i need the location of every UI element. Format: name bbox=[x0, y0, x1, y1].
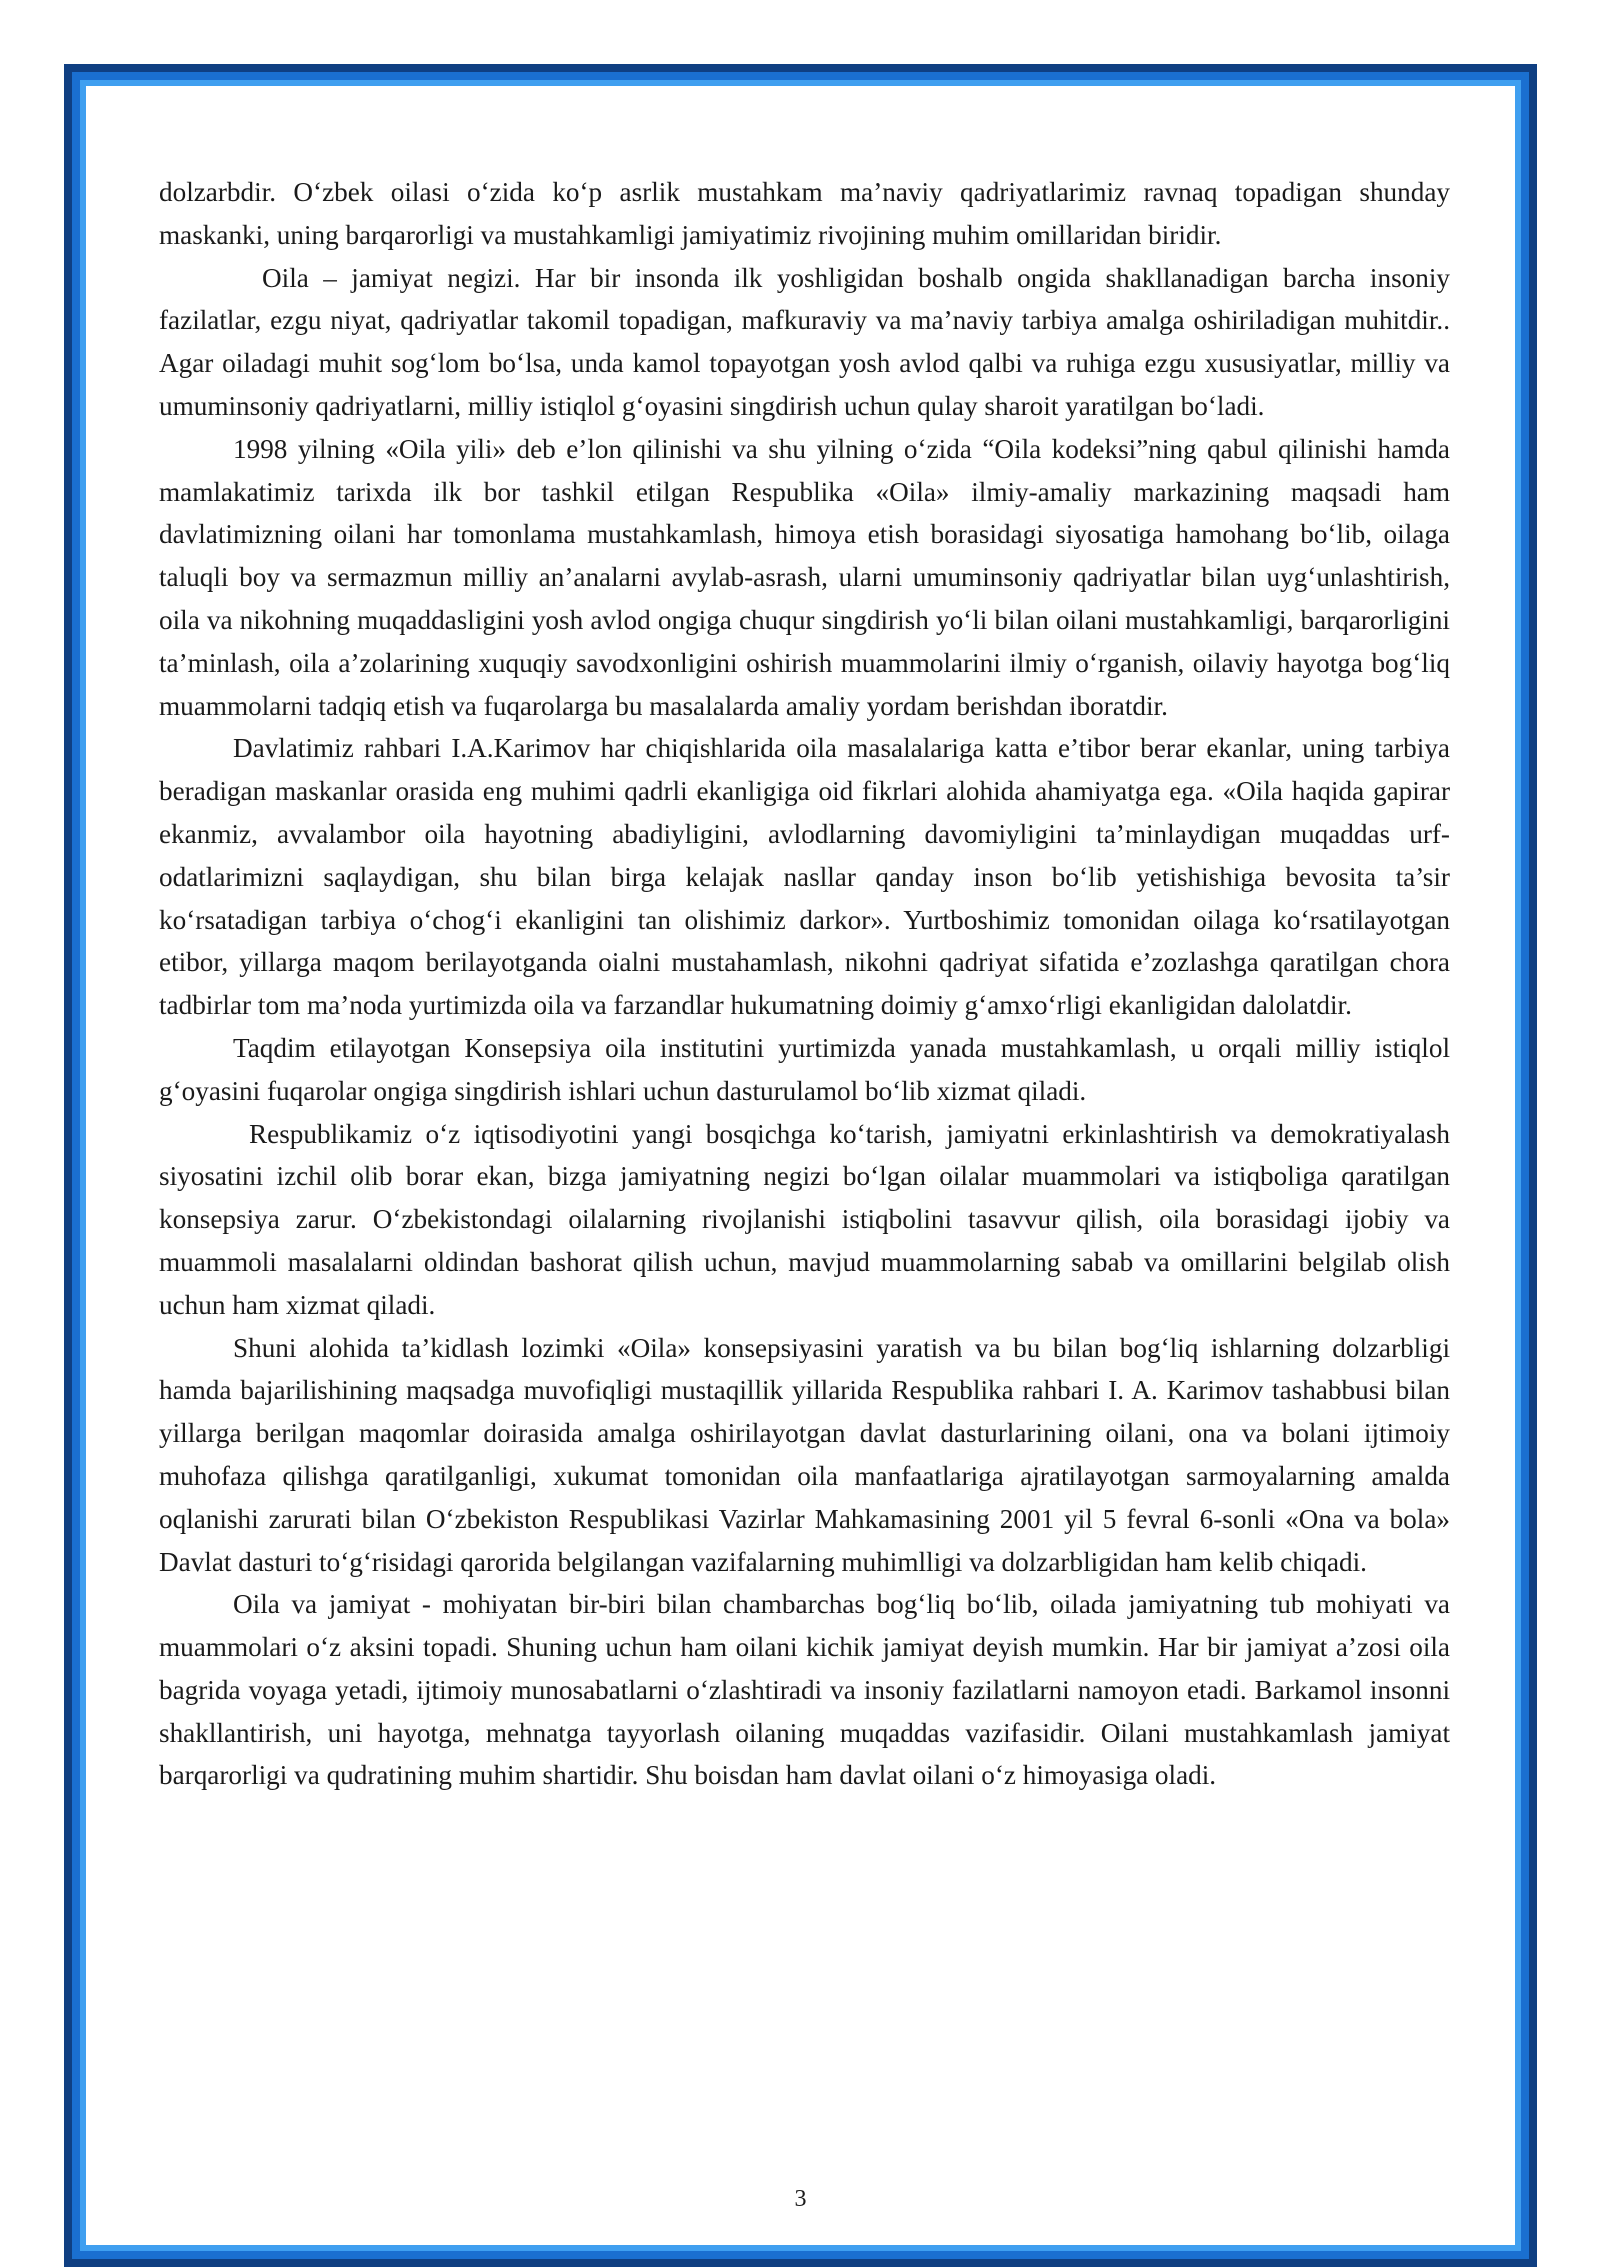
paragraph-6: Respublikamiz o‘z iqtisodiyotini yangi bosqichga ko‘tarish, jamiyatni erkinlashtirish va demokratiyalash siyosatini izchil olib borar ekan, bizga jamiyatning negizi bo‘lgan oilalar muammolari va istiqboliga qaratilgan konsepsiya zarur. O‘zbekistondagi oilalarning rivojlanishi istiqbolini tasavvur qilish, oila borasidagi ijobiy va muammoli masalalarni oldindan bashorat qilish uchun, mavjud muammolarning sabab va omillarini belgilab olish uchun ham xizmat qiladi. bbox=[159, 1118, 1450, 1320]
document-page bbox=[86, 86, 1515, 2245]
paragraph-1: dolzarbdir. O‘zbek oilasi o‘zida ko‘p asrlik mustahkam ma’naviy qadriyatlarimiz ravnaq topadigan shunday maskanki, uning barqarorligi va mustahkamligi jamiyatimiz rivojining muhim omillaridan biridir. bbox=[159, 177, 1450, 250]
page-number: 3 bbox=[794, 2186, 807, 2212]
paragraph-7: Shuni alohida ta’kidlash lozimki «Oila» konsepsiyasini yaratish va bu bilan bog‘liq ishlarning dolzarbligi hamda bajarilishining maqsadga muvofiqligi mustaqillik yillarida Respublika rahbari I. A. Karimov tashabbusi bilan yillarga berilgan maqomlar doirasida amalga oshirilayotgan davlat dasturlarining oilani, ona va bolani ijtimoiy muhofaza qilishga qaratilganligi, xukumat tomonidan oila manfaatlariga ajratilayotgan sarmoyalarning amalda oqlanishi zarurati bilan O‘zbekiston Respublikasi Vazirlar Mahkamasining 2001 yil 5 fevral 6-sonli «Ona va bola» Davlat dasturi to‘g‘risidagi qarorida belgilangan vazifalarning muhimlligi va dolzarbligidan ham kelib chiqadi. bbox=[159, 1332, 1450, 1577]
paragraph-4: Davlatimiz rahbari I.A.Karimov har chiqishlarida oila masalalariga katta e’tibor berar ekanlar, uning tarbiya beradigan maskanlar orasida eng muhimi qadrli ekanligiga oid fikrlari alohida ahamiyatga ega. «Oila haqida gapirar ekanmiz, avvalambor oila hayotning abadiyligini, avlodlarning davomiyligini ta’minlaydigan muqaddas urf-odatlarimizni saqlaydigan, shu bilan birga kelajak nasllar qanday inson bo‘lib yetishishiga bevosita ta’sir ko‘rsatadigan tarbiya o‘chog‘i ekanligini tan olishimiz darkor». Yurtboshimiz tomonidan oilaga ko‘rsatilayotgan etibor, yillarga maqom berilayotganda oialni mustahamlash, nikohni qadriyat sifatida e’zozlashga qaratilgan chora tadbirlar tom ma’noda yurtimizda oila va farzandlar hukumatning doimiy g‘amxo‘rligi ekanligidan dalolatdir. bbox=[159, 733, 1450, 1021]
page-border-middle bbox=[72, 72, 1529, 2259]
page-border-inner bbox=[80, 80, 1521, 2251]
paragraph-2: Oila – jamiyat negizi. Har bir insonda ilk yoshligidan boshalb ongida shakllanadigan barcha insoniy fazilatlar, ezgu niyat, qadriyatlar takomil topadigan, mafkuraviy va ma’naviy tarbiya amalga oshiriladigan muhitdir.. Agar oiladagi muhit sog‘lom bo‘lsa, unda kamol topayotgan yosh avlod qalbi va ruhiga ezgu xususiyatlar, milliy va umuminsoniy qadriyatlarni, milliy istiqlol g‘oyasini singdirish uchun qulay sharoit yaratilgan bo‘ladi. bbox=[159, 262, 1450, 421]
paragraph-5: Taqdim etilayotgan Konsepsiya oila institutini yurtimizda yanada mustahkamlash, u orqali milliy istiqlol g‘oyasini fuqarolar ongiga singdirish ishlari uchun dasturulamol bo‘lib xizmat qiladi. bbox=[159, 1032, 1450, 1106]
document-body bbox=[159, 171, 1450, 1797]
paragraph-8: Oila va jamiyat - mohiyatan bir-biri bilan chambarchas bog‘liq bo‘lib, oilada jamiyatning tub mohiyati va muammolari o‘z aksini topadi. Shuning uchun ham oilani kichik jamiyat deyish mumkin. Har bir jamiyat a’zosi oila bagrida voyaga yetadi, ijtimoiy munosabatlarni o‘zlashtiradi va insoniy fazilatlarni namoyon etadi. Barkamol insonni shakllantirish, uni hayotga, mehnatga tayyorlash oilaning muqaddas vazifasidir. Oilani mustahkamlash jamiyat barqarorligi va qudratining muhim shartidir. Shu boisdan ham davlat oilani o‘z himoyasiga oladi. bbox=[159, 1589, 1450, 1791]
paragraph-3: 1998 yilning «Oila yili» deb e’lon qilinishi va shu yilning o‘zida “Oila kodeksi”ning qabul qilinishi hamda mamlakatimiz tarixda ilk bor tashkil etilgan Respublika «Oila» ilmiy-amaliy markazining maqsadi ham davlatimizning oilani har tomonlama mustahkamlash, himoya etish borasidagi siyosatiga hamohang bo‘lib, oilaga taluqli boy va sermazmun milliy an’analarni avylab-asrash, ularni umuminsoniy qadriyatlar bilan uyg‘unlashtirish, oila va nikohning muqaddasligini yosh avlod ongiga chuqur singdirish yo‘li bilan oilani mustahkamligi, barqarorligini ta’minlash, oila a’zolarining xuquqiy savodxonligini oshirish muammolarini ilmiy o‘rganish, oilaviy hayotga bog‘liq muammolarni tadqiq etish va fuqarolarga bu masalalarda amaliy yordam berishdan iboratdir. bbox=[159, 433, 1450, 721]
page-border bbox=[64, 64, 1537, 2267]
